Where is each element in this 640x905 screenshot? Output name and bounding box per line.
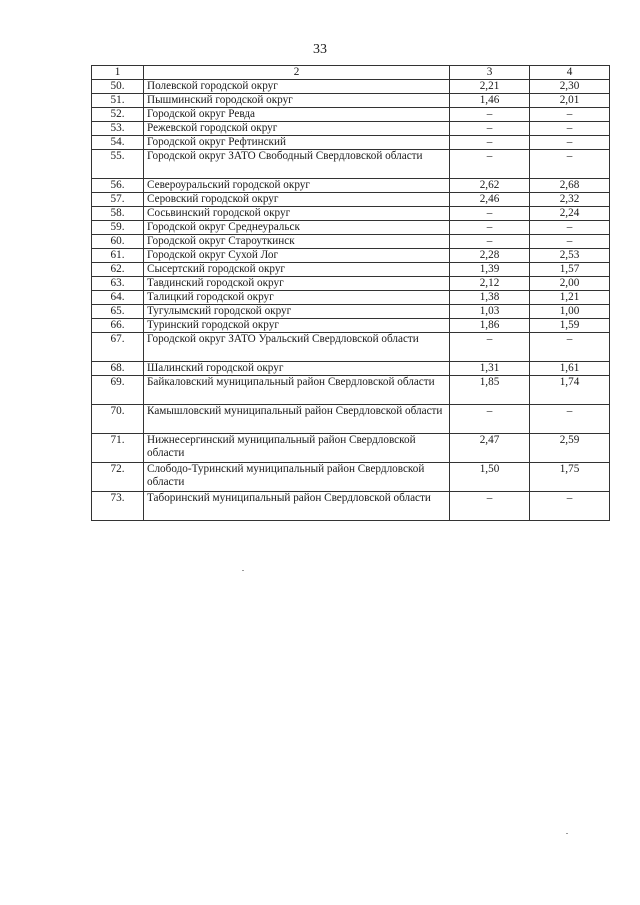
row-number: 69.	[92, 376, 144, 405]
row-name: Туринский городской округ	[144, 319, 450, 333]
row-number: 64.	[92, 291, 144, 305]
row-value-3: –	[450, 492, 530, 521]
table-row	[92, 319, 610, 333]
row-name: Слободо-Туринский муниципальный район Свердловской области	[144, 463, 450, 492]
row-name: Городской округ ЗАТО Свободный Свердловской области	[144, 150, 450, 179]
row-name: Байкаловский муниципальный район Свердловской области	[144, 376, 450, 405]
row-value-4: 1,74	[530, 376, 610, 405]
column-header-1: 1	[92, 66, 144, 80]
table-row	[92, 108, 610, 122]
table-row	[92, 80, 610, 94]
row-name: Режевской городской округ	[144, 122, 450, 136]
table-row	[92, 235, 610, 249]
row-name: Тавдинский городской округ	[144, 277, 450, 291]
row-number: 57.	[92, 193, 144, 207]
row-name: Камышловский муниципальный район Свердловской области	[144, 405, 450, 434]
row-name: Городской округ Ревда	[144, 108, 450, 122]
table-row	[92, 376, 610, 405]
row-value-4: 2,59	[530, 434, 610, 463]
column-header-2: 2	[144, 66, 450, 80]
row-number: 66.	[92, 319, 144, 333]
scan-speck	[566, 833, 568, 834]
row-value-4: 2,68	[530, 179, 610, 193]
row-value-4: –	[530, 333, 610, 362]
row-value-4: 1,59	[530, 319, 610, 333]
row-value-4: 2,32	[530, 193, 610, 207]
table-row	[92, 249, 610, 263]
row-value-4: 2,01	[530, 94, 610, 108]
row-value-4: –	[530, 405, 610, 434]
row-number: 71.	[92, 434, 144, 463]
table-row	[92, 94, 610, 108]
table-row	[92, 463, 610, 492]
row-number: 70.	[92, 405, 144, 434]
table-row	[92, 122, 610, 136]
row-value-3: 2,62	[450, 179, 530, 193]
row-value-4: 1,61	[530, 362, 610, 376]
table-row	[92, 277, 610, 291]
table-header-row	[92, 66, 610, 80]
row-name: Нижнесергинский муниципальный район Свердловской области	[144, 434, 450, 463]
row-name: Сосьвинский городской округ	[144, 207, 450, 221]
row-name: Сысертский городской округ	[144, 263, 450, 277]
row-name: Городской округ Рефтинский	[144, 136, 450, 150]
row-value-3: 2,28	[450, 249, 530, 263]
row-value-3: –	[450, 207, 530, 221]
row-value-3: 2,46	[450, 193, 530, 207]
row-name: Североуральский городской округ	[144, 179, 450, 193]
row-value-3: –	[450, 108, 530, 122]
row-value-3: –	[450, 235, 530, 249]
row-number: 65.	[92, 305, 144, 319]
row-value-3: 1,03	[450, 305, 530, 319]
row-value-3: 1,39	[450, 263, 530, 277]
row-number: 61.	[92, 249, 144, 263]
row-value-3: –	[450, 405, 530, 434]
table-row	[92, 179, 610, 193]
row-value-4: –	[530, 122, 610, 136]
row-number: 58.	[92, 207, 144, 221]
row-number: 67.	[92, 333, 144, 362]
row-value-3: –	[450, 150, 530, 179]
table-row	[92, 405, 610, 434]
table-row	[92, 333, 610, 362]
row-value-4: –	[530, 108, 610, 122]
table-row	[92, 434, 610, 463]
row-number: 59.	[92, 221, 144, 235]
row-value-4: –	[530, 235, 610, 249]
row-value-4: 1,21	[530, 291, 610, 305]
row-value-4: 2,24	[530, 207, 610, 221]
table-row	[92, 221, 610, 235]
data-table	[91, 65, 610, 521]
row-value-4: –	[530, 150, 610, 179]
row-number: 51.	[92, 94, 144, 108]
row-value-3: 1,85	[450, 376, 530, 405]
row-name: Талицкий городской округ	[144, 291, 450, 305]
row-value-3: 1,46	[450, 94, 530, 108]
row-value-4: –	[530, 221, 610, 235]
row-value-4: 2,00	[530, 277, 610, 291]
row-number: 56.	[92, 179, 144, 193]
row-value-4: 2,30	[530, 80, 610, 94]
row-name: Городской округ Среднеуральск	[144, 221, 450, 235]
table-row	[92, 193, 610, 207]
table-row	[92, 263, 610, 277]
row-value-4: –	[530, 136, 610, 150]
row-value-3: –	[450, 136, 530, 150]
row-name: Серовский городской округ	[144, 193, 450, 207]
row-value-4: 1,57	[530, 263, 610, 277]
row-value-4: 2,53	[530, 249, 610, 263]
row-value-3: 2,47	[450, 434, 530, 463]
row-name: Городской округ Сухой Лог	[144, 249, 450, 263]
table-row	[92, 362, 610, 376]
row-number: 55.	[92, 150, 144, 179]
row-value-3: 2,12	[450, 277, 530, 291]
row-number: 63.	[92, 277, 144, 291]
row-number: 50.	[92, 80, 144, 94]
row-name: Пышминский городской округ	[144, 94, 450, 108]
row-number: 68.	[92, 362, 144, 376]
table-row	[92, 207, 610, 221]
table-row	[92, 150, 610, 179]
row-name: Городской округ ЗАТО Уральский Свердловской области	[144, 333, 450, 362]
row-number: 53.	[92, 122, 144, 136]
scan-speck	[242, 570, 244, 571]
row-number: 62.	[92, 263, 144, 277]
row-number: 73.	[92, 492, 144, 521]
column-header-3: 3	[450, 66, 530, 80]
row-name: Полевской городской округ	[144, 80, 450, 94]
row-value-3: 1,86	[450, 319, 530, 333]
table-row	[92, 305, 610, 319]
row-value-4: –	[530, 492, 610, 521]
row-value-3: 1,38	[450, 291, 530, 305]
row-value-3: –	[450, 221, 530, 235]
row-value-3: –	[450, 122, 530, 136]
row-name: Городской округ Староуткинск	[144, 235, 450, 249]
row-value-3: 1,31	[450, 362, 530, 376]
table-row	[92, 136, 610, 150]
row-name: Тугулымский городской округ	[144, 305, 450, 319]
row-value-3: –	[450, 333, 530, 362]
row-value-4: 1,00	[530, 305, 610, 319]
table-row	[92, 291, 610, 305]
page-number: 33	[313, 42, 327, 57]
row-name: Таборинский муниципальный район Свердловской области	[144, 492, 450, 521]
row-value-4: 1,75	[530, 463, 610, 492]
row-name: Шалинский городской округ	[144, 362, 450, 376]
row-value-3: 2,21	[450, 80, 530, 94]
table-row	[92, 492, 610, 521]
row-number: 52.	[92, 108, 144, 122]
column-header-4: 4	[530, 66, 610, 80]
row-number: 54.	[92, 136, 144, 150]
row-value-3: 1,50	[450, 463, 530, 492]
row-number: 72.	[92, 463, 144, 492]
row-number: 60.	[92, 235, 144, 249]
